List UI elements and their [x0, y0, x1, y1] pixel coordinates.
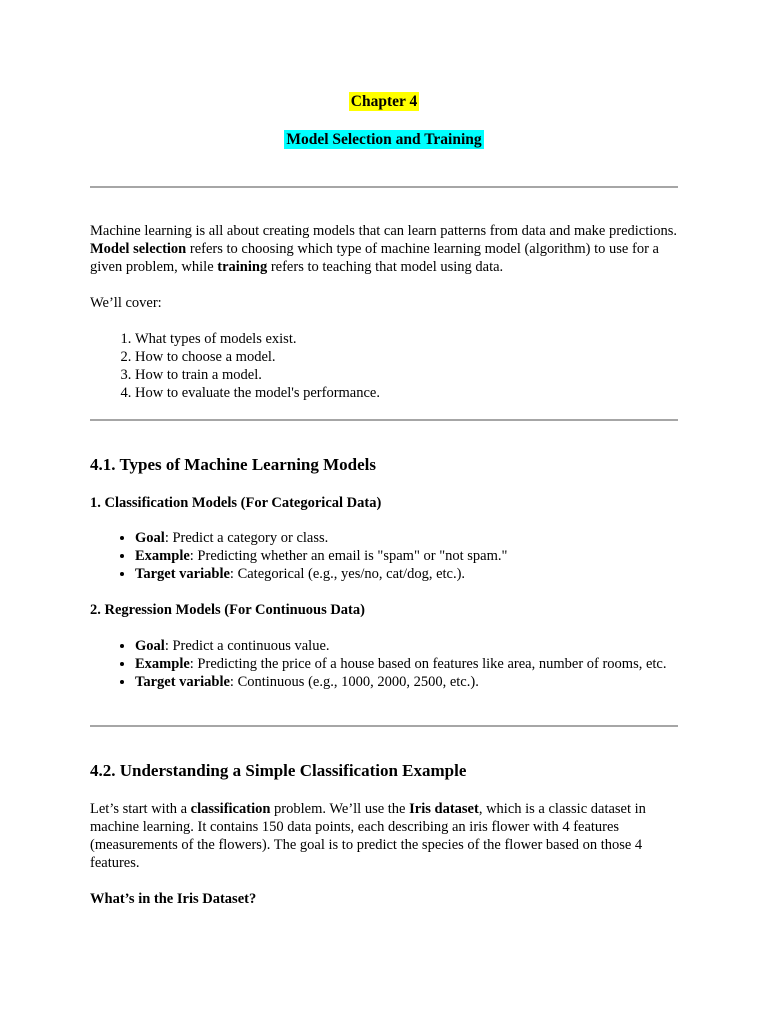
- item-label: Goal: [135, 638, 165, 654]
- cover-list: [90, 330, 723, 402]
- iris-text: , which is a classic dataset in machine learning. It contains 150 data points, each describing an iris flower with 4 features (measurements of the flowers). The goal is to predict the species of the flower based on those 4 features.: [90, 801, 646, 871]
- list-item: 1. What types of models exist.: [135, 330, 723, 348]
- item-label: Goal: [135, 530, 165, 546]
- item-text: : Continuous (e.g., 1000, 2000, 2500, etc.).: [229, 674, 479, 690]
- divider: [90, 725, 678, 727]
- list-item: 4. How to evaluate the model's performance.: [135, 384, 723, 402]
- subsection-heading: 1. Classification Models (For Categorical Data): [90, 495, 382, 511]
- subsection-heading: What’s in the Iris Dataset?: [90, 891, 257, 907]
- section-heading: 4.2. Understanding a Simple Classification Example: [90, 761, 467, 780]
- item-label: Example: [135, 656, 190, 672]
- list-item: [135, 655, 723, 673]
- chapter-highlight: Chapter 4: [350, 93, 418, 110]
- item-label: Target variable: [135, 674, 230, 690]
- list-item: [135, 673, 723, 691]
- classification-list: [90, 529, 723, 583]
- iris-text: Let’s start with a: [90, 801, 191, 817]
- item-text: : Predicting the price of a house based on features like area, number of rooms, etc.: [189, 656, 667, 672]
- item-label: Target variable: [135, 566, 230, 582]
- section-heading: 4.1. Types of Machine Learning Models: [90, 455, 377, 474]
- intro-paragraph: [90, 222, 680, 276]
- chapter-title: [0, 131, 768, 149]
- iris-paragraph: [90, 800, 680, 872]
- item-label: Example: [135, 548, 190, 564]
- intro-bold-model-selection: Model selection: [90, 241, 187, 257]
- intro-text: refers to teaching that model using data.: [267, 259, 504, 275]
- cover-label: We’ll cover:: [90, 295, 162, 311]
- iris-bold-classification: classification: [190, 801, 271, 817]
- subsection-heading: 2. Regression Models (For Continuous Data): [90, 602, 365, 618]
- iris-text: problem. We’ll use the: [270, 801, 410, 817]
- list-item: [135, 547, 723, 565]
- list-item: [135, 565, 723, 583]
- iris-bold-dataset: Iris dataset: [409, 801, 479, 817]
- list-item: 2. How to choose a model.: [135, 348, 723, 366]
- title-highlight: Model Selection and Training: [286, 131, 482, 148]
- list-item: [135, 529, 723, 547]
- item-text: : Predict a continuous value.: [164, 638, 330, 654]
- regression-list: [90, 637, 723, 691]
- list-item: [135, 637, 723, 655]
- list-item: 3. How to train a model.: [135, 366, 723, 384]
- item-text: : Categorical (e.g., yes/no, cat/dog, etc.).: [229, 566, 466, 582]
- item-text: : Predicting whether an email is "spam" or "not spam.": [189, 548, 508, 564]
- item-text: : Predict a category or class.: [164, 530, 329, 546]
- intro-text: Machine learning is all about creating models that can learn patterns from data and make predictions.: [90, 223, 678, 239]
- divider: [90, 186, 678, 188]
- chapter-label: [0, 93, 768, 111]
- intro-bold-training: training: [217, 259, 268, 275]
- intro-text: refers to choosing which type of machine learning model (algorithm) to use for a given problem, while: [90, 241, 659, 275]
- divider: [90, 419, 678, 421]
